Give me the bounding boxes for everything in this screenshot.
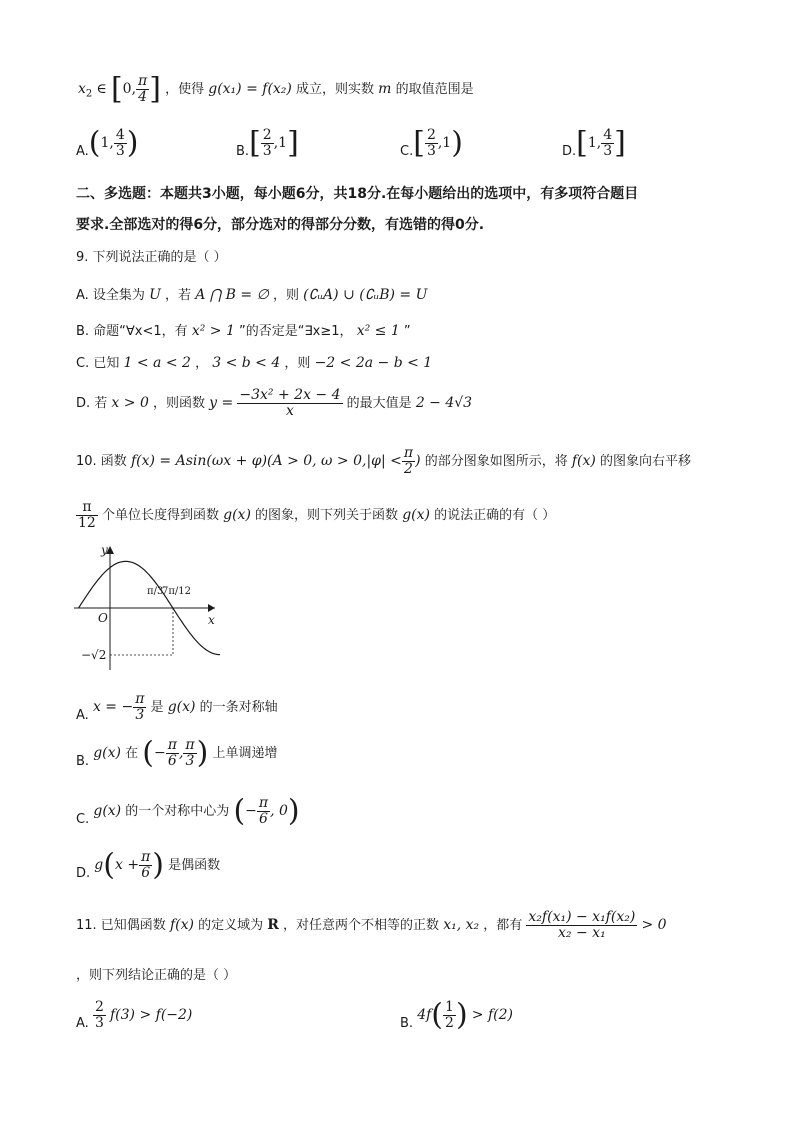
q9-stem: 9. 下列说法正确的是（ ） [76, 250, 227, 265]
right-bracket: ] [149, 71, 161, 107]
q10-stem-line2: $\frac{\pi}{12}$ 个单位长度得到函数 g(x) 的图象，则下列关于函数 g(x) 的说法正确的有（ ） [78, 499, 556, 531]
element-of: ∈ [96, 81, 107, 97]
q10-option-a: A. x = − $\frac{\pi}{3}$ 是 g(x) 的一条对称轴 [76, 691, 278, 723]
origin-label: O [98, 611, 108, 625]
x2-subscript: 2 [85, 88, 93, 100]
q8-text2: 成立，则实数 [296, 82, 375, 97]
q10-option-b: B. g(x) 在 (− $\frac{\pi}{6}$ , $\frac{\pi}{3}$ ) 上单调递增 [76, 735, 278, 771]
q8-option-d: D.[1, $\frac{4}{3}$ ] [562, 125, 626, 161]
q8-option-b: B.[ $\frac{2}{3}$ ,1] [236, 125, 299, 161]
q11-stem-line1: 11. 已知偶函数 f(x) 的定义域为 R ，对任意两个不相等的正数 x₁, x₂ ，都有 $\frac{\text{x₂f(x₁) − x₁f(x₂)}}{\text{x₂ − x₁}}$ > 0 [76, 909, 667, 941]
pi-over-4: $\frac{\pi}{4}$ [138, 73, 148, 105]
q10-option-d: D. g(x + $\frac{\pi}{6}$ ) 是偶函数 [76, 847, 221, 883]
q10-sine-graph [70, 542, 220, 672]
section2-line1: 二、多选题：本题共3小题，每小题6分，共18分.在每小题给出的选项中，有多项符合题目 [76, 186, 639, 202]
x-axis-arrow [208, 604, 215, 612]
q9-option-c: C. 已知 1 < a < 2 ， 3 < b < 4 ，则 −2 < 2a − b < 1 [76, 355, 433, 371]
q8-text3: 的取值范围是 [395, 82, 474, 97]
q9-option-b: B. 命题“∀x<1，有 x² > 1 ”的否定是“∃x≥1， x² ≤ 1 ” [76, 323, 411, 339]
q11-option-b: B. 4f( $\frac{1}{2}$ ) > f(2) [400, 997, 513, 1033]
q11-stem-line2: ，则下列结论正确的是（ ） [76, 968, 237, 983]
q8-equation: g(x₁) = f(x₂) [208, 81, 292, 97]
q11-inequality-fraction: $\frac{\text{x₂f(x₁) − x₁f(x₂)}}{\text{x₂ − x₁}}$ [528, 909, 636, 941]
q10-option-c: C. g(x) 的一个对称中心为 (− $\frac{\pi}{6}$ , 0) [76, 793, 300, 829]
tick-pi-3: π/3 [147, 586, 164, 597]
min-label: −√2 [81, 648, 107, 662]
section2-line2: 要求.全部选对的得6分，部分选对的得部分分数，有选错的得0分. [76, 217, 485, 233]
q10-stem-line1: 10. 函数 f(x) = Asin(ωx + φ)(A > 0, ω > 0,|φ| < $\frac{\pi}{2}$ ) 的部分图象如图所示，将 f(x) 的图象向右平移 [76, 445, 692, 477]
tick-7pi-12: 7π/12 [162, 586, 192, 597]
q9-option-d: D. 若 x > 0 ，则函数 y = $\frac{\text{−3x² + 2x − 4}}{x}$ 的最大值是 2 − 4√3 [76, 387, 473, 419]
y-label: y [101, 543, 108, 557]
x2-symbol: x [78, 81, 86, 97]
x-label: x [208, 613, 215, 627]
q8-domain-line [78, 71, 474, 107]
left-bracket: [ [110, 71, 123, 107]
q8-option-c: C.[ $\frac{2}{3}$ ,1) [400, 125, 463, 161]
q8-text1: ，使得 [165, 82, 205, 97]
q9-option-a: A. 设全集为 U ，若 A ⋂ B = ∅ ，则 (∁ᵤA) ∪ (∁ᵤB) = U [76, 287, 428, 303]
q9-d-fraction: $\frac{\text{−3x² + 2x − 4}}{x}$ [239, 387, 341, 419]
q8-option-a: A.(1, $\frac{4}{3}$ ) [76, 125, 139, 161]
q8-m: m [378, 81, 392, 97]
interval-left: 0, [122, 81, 137, 97]
q11-option-a: A. $\frac{2}{3}$ f(3) > f(−2) [76, 999, 193, 1031]
